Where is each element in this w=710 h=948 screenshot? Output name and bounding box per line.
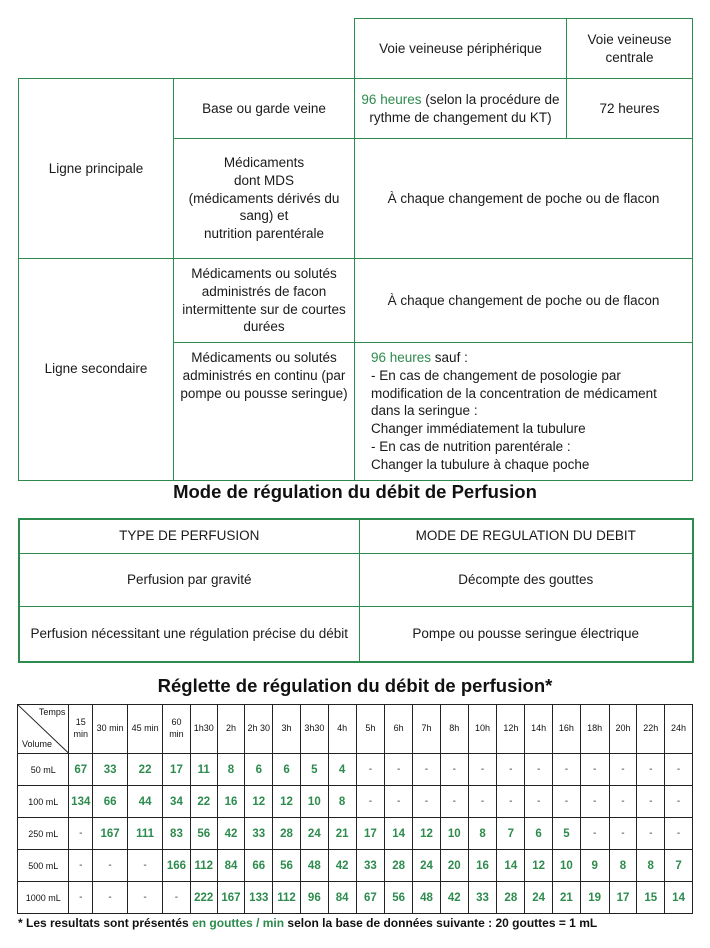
rate-cell: -: [665, 754, 693, 786]
rate-cell: 7: [665, 850, 693, 882]
rate-cell: -: [609, 786, 637, 818]
rate-cell: -: [93, 850, 128, 882]
continu-rule: [355, 343, 693, 481]
continu-line-3: Changer immédiatement la tubulure: [371, 421, 586, 437]
time-header: 2h 30: [245, 705, 273, 754]
rate-cell: 133: [245, 882, 273, 914]
footnote: [18, 916, 597, 930]
footnote-part1: * Les resultats sont présentés: [18, 916, 193, 930]
heading-mode-regulation: Mode de régulation du débit de Perfusion: [173, 481, 537, 502]
rate-cell: 28: [273, 818, 301, 850]
rate-cell: -: [128, 850, 163, 882]
perfusion-mode-gravite: Décompte des gouttes: [359, 553, 693, 606]
rate-cell: 8: [217, 754, 245, 786]
rate-cell: -: [356, 786, 385, 818]
medicaments-line-1: Médicaments: [223, 154, 305, 170]
rate-cell: -: [580, 818, 609, 850]
rate-cell: -: [128, 882, 163, 914]
volume-label: 500 mL: [18, 850, 69, 882]
time-header: 22h: [637, 705, 665, 754]
rate-cell: 21: [328, 818, 356, 850]
rate-cell: 24: [300, 818, 328, 850]
time-header: 45 min: [128, 705, 163, 754]
ligne-secondaire-label: Ligne secondaire: [19, 259, 174, 481]
table-row: [18, 818, 693, 850]
rate-cell: 22: [190, 786, 217, 818]
rate-cell: -: [385, 786, 413, 818]
time-header: 12h: [497, 705, 525, 754]
continu-line-2: - En cas de changement de posologie par modification de la concentration de médicament dans la seringue :: [371, 367, 657, 419]
rate-cell: -: [497, 754, 525, 786]
rate-cell: -: [609, 818, 637, 850]
rate-cell: 17: [163, 754, 191, 786]
rate-cell: 12: [525, 850, 553, 882]
rate-cell: 7: [497, 818, 525, 850]
header-voie-centrale: Voie veineuse centrale: [567, 19, 693, 79]
rate-cell: 22: [128, 754, 163, 786]
rate-cell: 42: [440, 882, 468, 914]
rate-cell: 83: [163, 818, 191, 850]
rate-cell: 96: [300, 882, 328, 914]
rate-cell: 222: [190, 882, 217, 914]
intermittent-rule: À chaque changement de poche ou de flacon: [355, 259, 693, 343]
header-voie-peripherique: Voie veineuse périphérique: [355, 19, 567, 79]
footnote-part2: selon la base de données suivante : 20 gouttes = 1 mL: [284, 916, 598, 930]
rate-cell: -: [665, 786, 693, 818]
perfusion-type-precise: Perfusion nécessitant une régulation précise du débit: [19, 606, 359, 662]
footnote-unit: en gouttes / min: [192, 916, 285, 930]
rate-cell: 10: [553, 850, 581, 882]
medicaments-line-4: nutrition parentérale: [203, 226, 325, 242]
table-row: [18, 850, 693, 882]
continu-label: Médicaments ou solutés administrés en continu (par pompe ou pousse seringue): [174, 343, 355, 481]
continu-line-4: - En cas de nutrition parentérale :: [371, 439, 571, 455]
time-header: 14h: [525, 705, 553, 754]
rate-cell: 14: [385, 818, 413, 850]
time-header: 18h: [580, 705, 609, 754]
rate-cell: -: [69, 882, 93, 914]
rate-cell: 66: [93, 786, 128, 818]
time-header: 3h30: [300, 705, 328, 754]
time-header: 4h: [328, 705, 356, 754]
base-central-cell: 72 heures: [567, 79, 693, 139]
rate-cell: 167: [93, 818, 128, 850]
rate-cell: 167: [217, 882, 245, 914]
continu-sauf: sauf :: [431, 350, 468, 365]
continu-line-5: Changer la tubulure à chaque poche: [371, 456, 590, 472]
volume-label: 1000 mL: [18, 882, 69, 914]
rate-cell: -: [637, 786, 665, 818]
header-mode-regulation: MODE DE REGULATION DU DEBIT: [359, 519, 693, 553]
corner-cell: [18, 705, 69, 754]
rate-cell: 12: [413, 818, 441, 850]
rate-cell: 16: [217, 786, 245, 818]
rate-cell: -: [413, 754, 441, 786]
rate-cell: 17: [356, 818, 385, 850]
time-header: 5h: [356, 705, 385, 754]
time-header: 20h: [609, 705, 637, 754]
time-header: 10h: [468, 705, 497, 754]
rate-cell: 21: [553, 882, 581, 914]
volume-label: 250 mL: [18, 818, 69, 850]
rate-cell: 166: [163, 850, 191, 882]
rate-cell: 12: [273, 786, 301, 818]
rate-cell: 28: [385, 850, 413, 882]
rate-cell: 84: [217, 850, 245, 882]
rate-cell: 8: [468, 818, 497, 850]
rate-cell: 44: [128, 786, 163, 818]
heading-reglette: Réglette de régulation du débit de perfusion*: [157, 675, 553, 696]
rate-cell: -: [525, 786, 553, 818]
medicaments-line-3: (médicaments dérivés du sang) et: [188, 190, 340, 224]
rate-cell: -: [468, 786, 497, 818]
rate-cell: -: [525, 754, 553, 786]
rate-cell: 16: [468, 850, 497, 882]
rate-cell: -: [580, 786, 609, 818]
base-periph-note: (selon la procédure de rythme de changement du KT): [369, 91, 560, 125]
rate-cell: 33: [93, 754, 128, 786]
reglette-table: [17, 704, 693, 914]
rate-cell: 24: [525, 882, 553, 914]
rate-cell: 66: [245, 850, 273, 882]
table-row: [18, 882, 693, 914]
rate-cell: -: [385, 754, 413, 786]
rate-cell: 11: [190, 754, 217, 786]
rate-cell: 48: [413, 882, 441, 914]
rate-cell: 6: [245, 754, 273, 786]
rate-cell: -: [553, 786, 581, 818]
rate-cell: 14: [497, 850, 525, 882]
rate-cell: 112: [190, 850, 217, 882]
rate-cell: 34: [163, 786, 191, 818]
time-header: 30 min: [93, 705, 128, 754]
volume-label: 50 mL: [18, 754, 69, 786]
rate-cell: 42: [217, 818, 245, 850]
rate-cell: -: [69, 818, 93, 850]
rate-cell: 112: [273, 882, 301, 914]
corner-volume-label: Volume: [22, 739, 53, 750]
rate-cell: -: [553, 754, 581, 786]
rate-cell: 20: [440, 850, 468, 882]
blank-corner: [19, 19, 355, 79]
rate-cell: 10: [440, 818, 468, 850]
rate-cell: -: [609, 754, 637, 786]
rate-cell: 33: [245, 818, 273, 850]
rate-cell: 8: [609, 850, 637, 882]
rate-cell: 15: [637, 882, 665, 914]
rate-cell: -: [93, 882, 128, 914]
time-header: 24h: [665, 705, 693, 754]
rate-cell: 33: [356, 850, 385, 882]
rate-cell: 111: [128, 818, 163, 850]
medicaments-mds-rule: À chaque changement de poche ou de flacon: [355, 139, 693, 259]
rate-cell: 19: [580, 882, 609, 914]
rate-cell: -: [440, 754, 468, 786]
rate-cell: -: [637, 818, 665, 850]
time-header: 1h30: [190, 705, 217, 754]
time-header: 60 min: [163, 705, 191, 754]
rate-cell: 56: [273, 850, 301, 882]
rate-cell: 42: [328, 850, 356, 882]
base-periph-cell: [355, 79, 567, 139]
rate-cell: 5: [300, 754, 328, 786]
perfusion-type-gravite: Perfusion par gravité: [19, 553, 359, 606]
rate-cell: 8: [328, 786, 356, 818]
rate-cell: 84: [328, 882, 356, 914]
time-header: 8h: [440, 705, 468, 754]
rate-cell: 48: [300, 850, 328, 882]
time-header: 3h: [273, 705, 301, 754]
rate-cell: -: [665, 818, 693, 850]
rate-cell: 134: [69, 786, 93, 818]
time-header: 16h: [553, 705, 581, 754]
base-periph-duration: 96 heures: [361, 91, 422, 107]
rate-cell: 56: [385, 882, 413, 914]
medicaments-line-2: dont MDS: [233, 172, 295, 188]
header-type-perfusion: TYPE DE PERFUSION: [19, 519, 359, 553]
rate-cell: 5: [553, 818, 581, 850]
rate-cell: -: [580, 754, 609, 786]
regulation-mode-table: [18, 518, 694, 663]
rate-cell: -: [163, 882, 191, 914]
ligne-principale-label: Ligne principale: [19, 79, 174, 259]
time-header: 15 min: [69, 705, 93, 754]
corner-temps-label: Temps: [38, 707, 66, 717]
rate-cell: -: [637, 754, 665, 786]
rate-cell: 24: [413, 850, 441, 882]
rate-cell: 14: [665, 882, 693, 914]
rate-cell: 10: [300, 786, 328, 818]
rate-cell: -: [440, 786, 468, 818]
time-header: 2h: [217, 705, 245, 754]
base-garde-veine-label: Base ou garde veine: [174, 79, 355, 139]
perfusion-mode-precise: Pompe ou pousse seringue électrique: [359, 606, 693, 662]
rate-cell: 33: [468, 882, 497, 914]
intermittent-label: Médicaments ou solutés administrés de facon intermittente sur de courtes durées: [174, 259, 355, 343]
rate-cell: 9: [580, 850, 609, 882]
rate-cell: 67: [69, 754, 93, 786]
continu-duration: 96 heures: [371, 350, 432, 365]
rate-cell: 67: [356, 882, 385, 914]
time-header: 6h: [385, 705, 413, 754]
tubulure-change-table: [18, 18, 693, 481]
rate-cell: 8: [637, 850, 665, 882]
table-row: [18, 754, 693, 786]
table-row: [18, 786, 693, 818]
time-header: 7h: [413, 705, 441, 754]
rate-cell: 6: [273, 754, 301, 786]
rate-cell: -: [356, 754, 385, 786]
rate-cell: -: [413, 786, 441, 818]
volume-label: 100 mL: [18, 786, 69, 818]
rate-cell: 4: [328, 754, 356, 786]
rate-cell: 56: [190, 818, 217, 850]
rate-cell: -: [468, 754, 497, 786]
rate-cell: 6: [525, 818, 553, 850]
rate-cell: -: [69, 850, 93, 882]
medicaments-mds-label: [174, 139, 355, 259]
rate-cell: -: [497, 786, 525, 818]
rate-cell: 17: [609, 882, 637, 914]
rate-cell: 12: [245, 786, 273, 818]
rate-cell: 28: [497, 882, 525, 914]
